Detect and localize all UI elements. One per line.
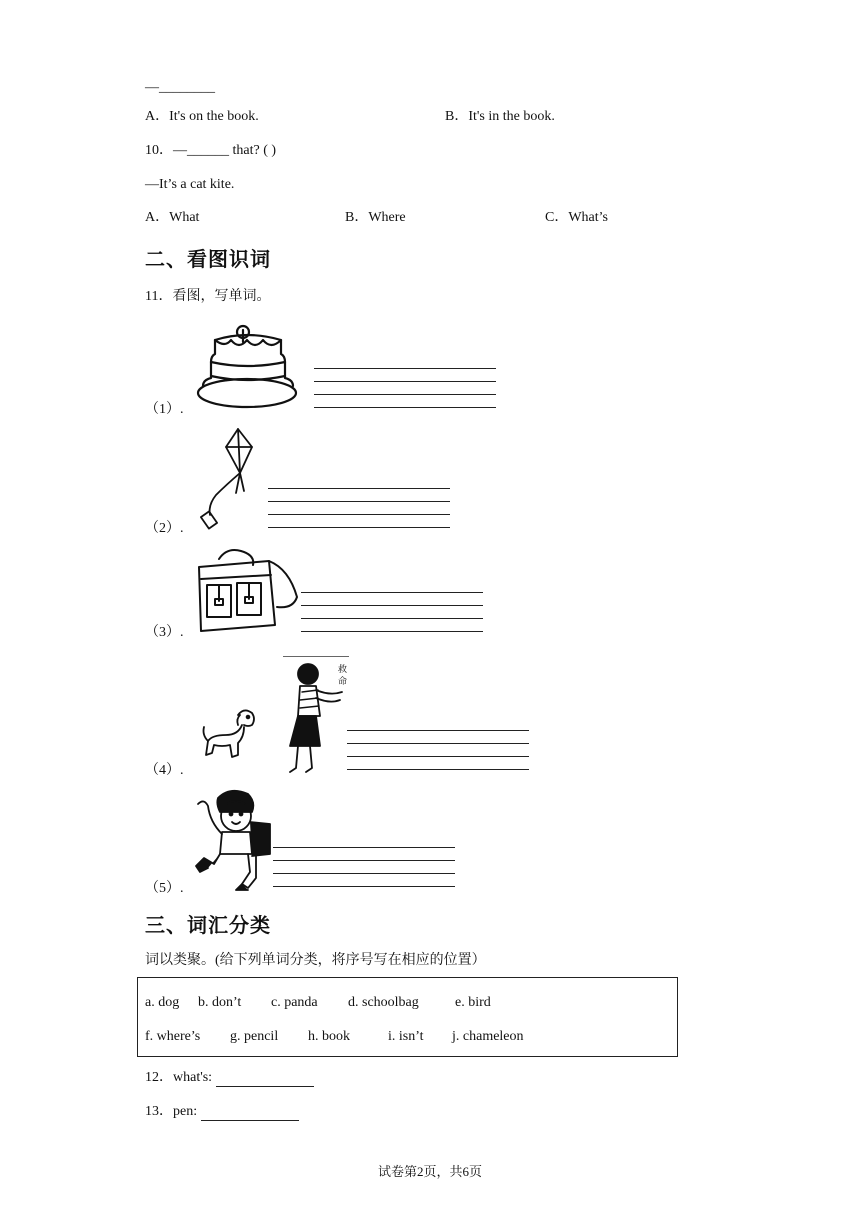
item5-answer-lines[interactable]	[273, 847, 455, 887]
word-e: e. bird	[455, 995, 491, 1010]
q9-option-a[interactable]: A．It's on the book.	[145, 109, 259, 124]
item2-answer-lines[interactable]	[268, 488, 450, 528]
section3-instruction: 词以类聚。(给下列单词分类，将序号写在相应的位置）	[145, 953, 486, 968]
item3-answer-lines[interactable]	[301, 592, 483, 632]
word-a: a. dog	[145, 995, 180, 1010]
q13-label: 13．pen:	[145, 1104, 198, 1119]
q10-option-c[interactable]: C．What’s	[545, 210, 608, 225]
word-j: j. chameleon	[452, 1029, 524, 1044]
page-footer: 试卷第2页，共6页	[377, 1164, 482, 1179]
item5-label: （5）.	[145, 881, 184, 896]
picture-top-rule	[283, 656, 349, 657]
item4-answer-lines[interactable]	[347, 730, 529, 770]
boy-with-schoolbag-icon	[190, 786, 274, 892]
word-f: f. where’s	[145, 1029, 201, 1044]
section2-title: 二、看图识词	[145, 247, 271, 271]
sign-text-line1: 救	[338, 665, 348, 675]
word-g: g. pencil	[230, 1029, 279, 1044]
q12-answer-blank[interactable]	[216, 1068, 314, 1087]
q9-answer-blank: —________	[145, 80, 215, 95]
q13	[145, 1102, 299, 1121]
item1-answer-lines[interactable]	[314, 368, 496, 408]
q10-question: 10．—______ that? ( )	[145, 143, 277, 158]
word-d: d. schoolbag	[348, 995, 419, 1010]
item3-label: （3）.	[145, 625, 184, 640]
q13-answer-blank[interactable]	[201, 1102, 299, 1121]
kite-icon	[196, 425, 266, 533]
cake-icon	[195, 320, 301, 412]
q12	[145, 1068, 314, 1087]
q12-label: 12．what's:	[145, 1070, 213, 1085]
q11-prompt: 11．看图，写单词。	[145, 289, 271, 304]
item1-label: （1）.	[145, 402, 184, 417]
word-b: b. don’t	[198, 995, 242, 1010]
schoolbag-icon	[193, 545, 301, 637]
dog-icon	[198, 705, 260, 763]
item4-label: （4）.	[145, 763, 184, 778]
word-c: c. panda	[271, 995, 318, 1010]
item2-label: （2）.	[145, 521, 184, 536]
q10-option-a[interactable]: A．What	[145, 210, 200, 225]
q10-option-b[interactable]: B．Where	[345, 210, 406, 225]
sign-text-line2: 命	[338, 677, 348, 687]
word-h: h. book	[308, 1029, 350, 1044]
boy-icon	[286, 660, 352, 776]
section3-title: 三、词汇分类	[145, 913, 271, 937]
q9-option-b[interactable]: B．It's in the book.	[445, 109, 555, 124]
q10-reply: —It’s a cat kite.	[145, 177, 235, 192]
word-i: i. isn’t	[388, 1029, 424, 1044]
